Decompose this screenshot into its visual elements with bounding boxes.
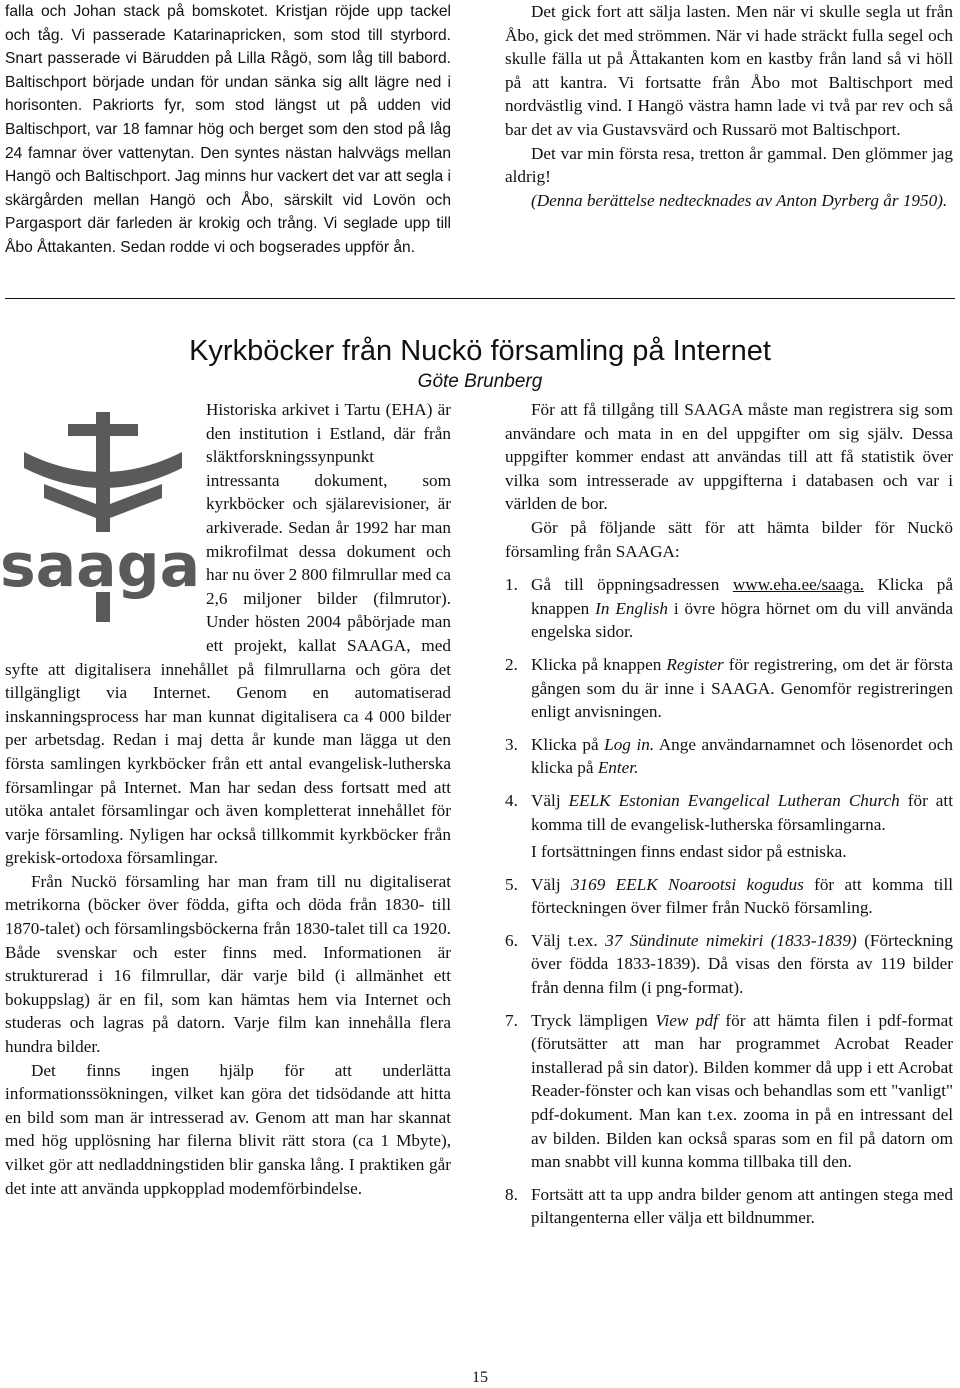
step-item: [505, 1009, 953, 1174]
previous-article-left-column: [5, 0, 451, 298]
step-text: för registrering, om det är första gången som du är inne i SAAGA. Genomför registreringen enligt anvisningen.: [531, 654, 954, 722]
previous-article-text: falla och Johan stack på bomskotet. Kristjan röjde upp tackel och tåg. Vi passerade Katarinapricken, som stod till styrbord. Snart passerade vi Bärudden på Lilla Rågö, som låg till babord. Baltischport började undan för undan sänka sig allt lägre ned i horisonten. Pakriorts fyr, som stod längst ut på udden vid Baltischport, var 18 famnar hög och berget som den stod på låg 24 famnar över vattenytan. Den syntes nästan halvvägs mellan Hangö och Baltischport. Jag minns hur vackert det var att segla i skärgården mellan Hangö och Åbo, särskilt vid Lovön och Pargasport där farleden är krokig och trång. Vi seglade upp till Åbo Åttakanten. Sedan rodde vi och bogserades uppför ån.: [5, 3, 451, 256]
step-item: [505, 929, 953, 1000]
article-paragraph: Gör på följande sätt för att hämta bilder för Nuckö församling från SAAGA:: [505, 517, 953, 561]
eha-saaga-link[interactable]: www.eha.ee/saaga.: [732, 575, 864, 595]
step-item: [505, 873, 953, 920]
step-button-name: 3169 EELK Noarootsi kogudus: [570, 874, 804, 894]
previous-article-paragraph: Det gick fort att sälja lasten. Men när vi skulle segla ut från Åbo, gick det med strömmen. När vi hade sträckt fulla segel och skulle fälla ut på Åttakanten kom en kastby från land så vi höll på att kantra. Vi fortsatte från Åbo mot Baltischport med nordvästlig vind. I Hangö västra hamn lade vi två par rev och så bar det av via Gustavsvärd och Russarö mot Baltischport.: [505, 2, 953, 139]
step-text: för att hämta filen i pdf-format (förutsätter att man har programmet Acrobat Reader installerad på sin dator). Bilden kommer då upp i ett Acrobat Reader-fönster och kan visas och behandlas som ett "vanligt" pdf-dokument. Man kan t.ex. zooma in på en intressant del av bilden. Bilden kan också sparas som en fil på datorn om man snabbt vill kunna komma tillbaka till den.: [531, 1010, 953, 1172]
step-text: Klicka på knappen: [531, 654, 667, 674]
article-paragraph: Historiska arkivet i Tartu (EHA) är den institution i Estland, där från släktforskningssynpunkt intressanta dokument, som kyrkböcker och själarevisioner, är arkiverade. Sedan år 1992 har man mikrofilmat dessa dokument och har nu över 2 800 filmrullar med ca 2,6 miljoner bilder (filmrutor). Under hösten 2004 påbörjade man ett projekt, kallat SAAGA, med syfte att digitalisera innehållet på filmrullarna och göra det tillgängligt via Internet. Genom en automatiserad inskanningsprocess har man kunnat digitalisera ca 4 000 bilder per arbetsdag. Redan i maj detta år kunde man lägga ut den första samlingen kyrkböcker från ett antal evangelisk-lutherska församlingar på Internet. Man har sedan dess fortsatt med att utöka antalet församlingar och även kompletterat innehållet för varje församling. Nyligen har också tillkommit kyrkböcker från grekisk-ortodoxa församlingar.: [5, 400, 451, 868]
step-text: Fortsätt att ta upp andra bilder genom att antingen stega med piltangenterna eller välja ett bildnummer.: [531, 1184, 953, 1228]
step-button-name: In English: [595, 598, 668, 618]
steps-list: [505, 573, 953, 1230]
step-button-name: Enter.: [597, 758, 639, 778]
step-number: 2.: [505, 654, 518, 674]
step-number: 6.: [505, 930, 518, 950]
step-text: för att komma till förteckningen över filmer från Nuckö församling.: [531, 874, 953, 918]
article-left-column: [5, 398, 451, 1200]
step-item: [505, 733, 953, 780]
step-text: Tryck lämpligen: [531, 1010, 656, 1030]
article-title: Kyrkböcker från Nuckö församling på Internet: [189, 335, 771, 367]
article-right-column: [505, 398, 953, 1239]
step-button-name: 37 Sündinute nimekiri (1833-1839): [605, 930, 857, 950]
section-divider: [5, 298, 955, 299]
article-paragraph: Från Nuckö församling har man fram till nu digitaliserat metrikorna (böcker över födda, gifta och döda från 1830- till 1870-talet) och församlingsböckerna från 1830-talet till ca 1920. Både svenskar och ester finns med. Informationen är strukturerad i 16 filmrullar, där varje bild (i allmänhet ett bokuppslag) är en fil, som kan hämtas hem via Internet och studeras och lagras på datorn. Varje film kan innehålla flera hundra bilder.: [5, 871, 451, 1057]
step-text: Välj: [531, 874, 571, 894]
step-button-name: View pdf: [655, 1010, 718, 1030]
step-number: 5.: [505, 874, 518, 894]
step-text: Välj t.ex.: [531, 930, 606, 950]
step-number: 7.: [505, 1010, 518, 1030]
saaga-logo-text: saaga: [0, 531, 201, 601]
step-text: i övre högra hörnet om du vill använda engelska sidor.: [531, 598, 953, 642]
step-item: [505, 1183, 953, 1230]
article-author: Göte Brunberg: [417, 371, 543, 392]
step-number: 1.: [505, 575, 518, 595]
step-text: för att komma till de evangelisk-lutherska församlingarna.: [531, 790, 953, 834]
step-button-name: Register: [666, 654, 724, 674]
page-number: 15: [472, 1369, 488, 1386]
step-text: (Förteckning över födda 1833-1839). Då visas den första av 119 bilder från denna film (i png-format).: [531, 930, 953, 998]
step-text: Gå till öppningsadressen: [531, 575, 733, 595]
logo-float-space: [5, 398, 206, 654]
step-number: 8.: [505, 1184, 518, 1204]
article-paragraph: För att få tillgång till SAAGA måste man registrera sig som användare och mata in en del uppgifter om sig själv. Dessa uppgifter kommer endast att användas till att få statistik över vilka som intresserade av uppgifterna i databasen och var i världen de bor.: [505, 400, 953, 514]
article-paragraph: Det finns ingen hjälp för att underlätta informationssökningen, vilket kan göra det tidsödande att hitta en bild som man är intresserad av. Genom att man har skannat med hög upplösning har filerna blivit rätt stora (ca 1 Mbyte), vilket gör att nedladdningstiden blir ganska lång. I praktiken går det inte att använda uppkopplad modemförbindelse.: [5, 1060, 451, 1198]
step-button-name: Log in.: [604, 734, 655, 754]
step-item: [505, 573, 953, 644]
step-item: [505, 653, 953, 724]
previous-article-note: (Denna berättelse nedtecknades av Anton Dyrberg år 1950).: [531, 190, 948, 210]
step-number: 4.: [505, 790, 518, 810]
step-text: Ange användarnamnet och lösenordet och klicka på: [531, 734, 953, 778]
step-number: 3.: [505, 734, 518, 754]
step-item: [505, 789, 953, 864]
previous-article-right-column: [505, 0, 953, 212]
step-button-name: EELK Estonian Evangelical Lutheran Church: [568, 790, 900, 810]
step-text: Klicka på: [531, 734, 605, 754]
step-note: I fortsättningen finns endast sidor på estniska.: [531, 842, 847, 862]
step-text: Välj: [531, 790, 569, 810]
previous-article-paragraph: Det var min första resa, tretton år gammal. Den glömmer jag aldrig!: [505, 143, 953, 187]
step-text: Klicka på knappen: [531, 575, 953, 618]
